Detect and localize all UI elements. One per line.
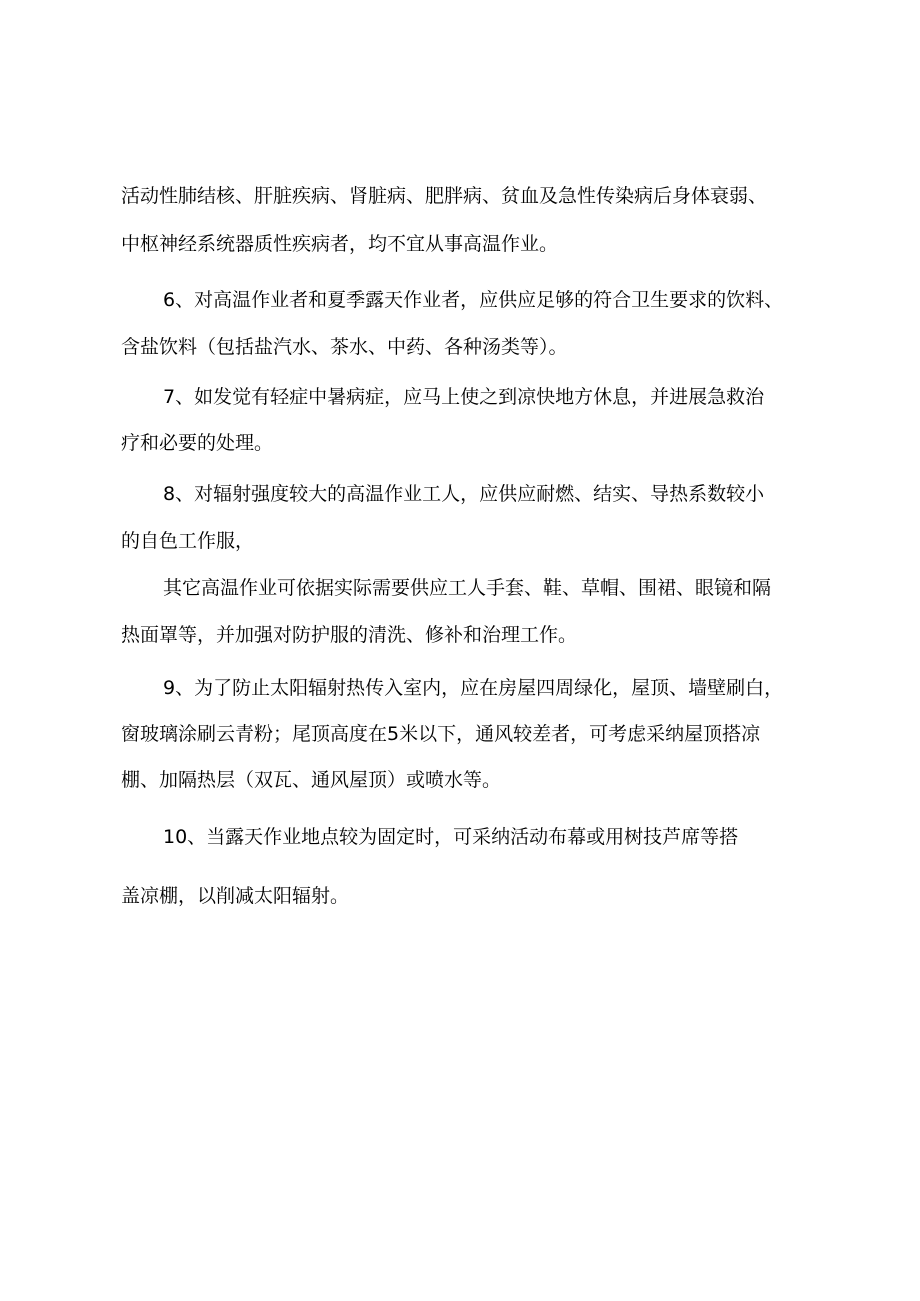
text-line: 疗和必要的处理。 [121,432,274,454]
text-line: 窗玻璃涂刷云青粉；尾顶高度在5米以下，通风较差者，可考虑采纳屋顶搭凉 [121,723,761,745]
text-line: 盖凉棚，以削减太阳辐射。 [121,885,350,907]
text-line: 其它高温作业可依据实际需要供应工人手套、鞋、草帽、围裙、眼镜和隔 [163,577,772,599]
text-line: 的自色工作服， [121,530,255,552]
text-line: 10、当露天作业地点较为固定时，可采纳活动布幕或用树技芦席等搭 [163,826,739,848]
text-line: 7、如发觉有轻症中暑病症，应马上使之到凉快地方休息，并进展急救治 [163,386,765,408]
text-line: 活动性肺结核、肝脏疾病、肾脏病、肥胖病、贫血及急性传染病后身体衰弱、 [121,185,768,207]
text-line: 热面罩等，并加强对防护服的清洗、修补和治理工作。 [121,624,578,646]
text-line: 中枢神经系统器质性疾病者，均不宜从事高温作业。 [121,233,559,255]
text-line: 棚、加隔热层（双瓦、通风屋顶）或喷水等。 [121,769,502,791]
text-line: 含盐饮料（包括盐汽水、茶水、中药、各种汤类等）。 [121,336,568,358]
text-line: 9、为了防止太阳辐射热传入室内，应在房屋四周绿化，屋顶、墙壁刷白， [163,677,784,699]
text-line: 8、对辐射强度较大的高温作业工人，应供应耐燃、结实、导热系数较小 [163,483,765,505]
text-line: 6、对高温作业者和夏季露天作业者，应供应足够的符合卫生要求的饮料、 [163,289,784,311]
